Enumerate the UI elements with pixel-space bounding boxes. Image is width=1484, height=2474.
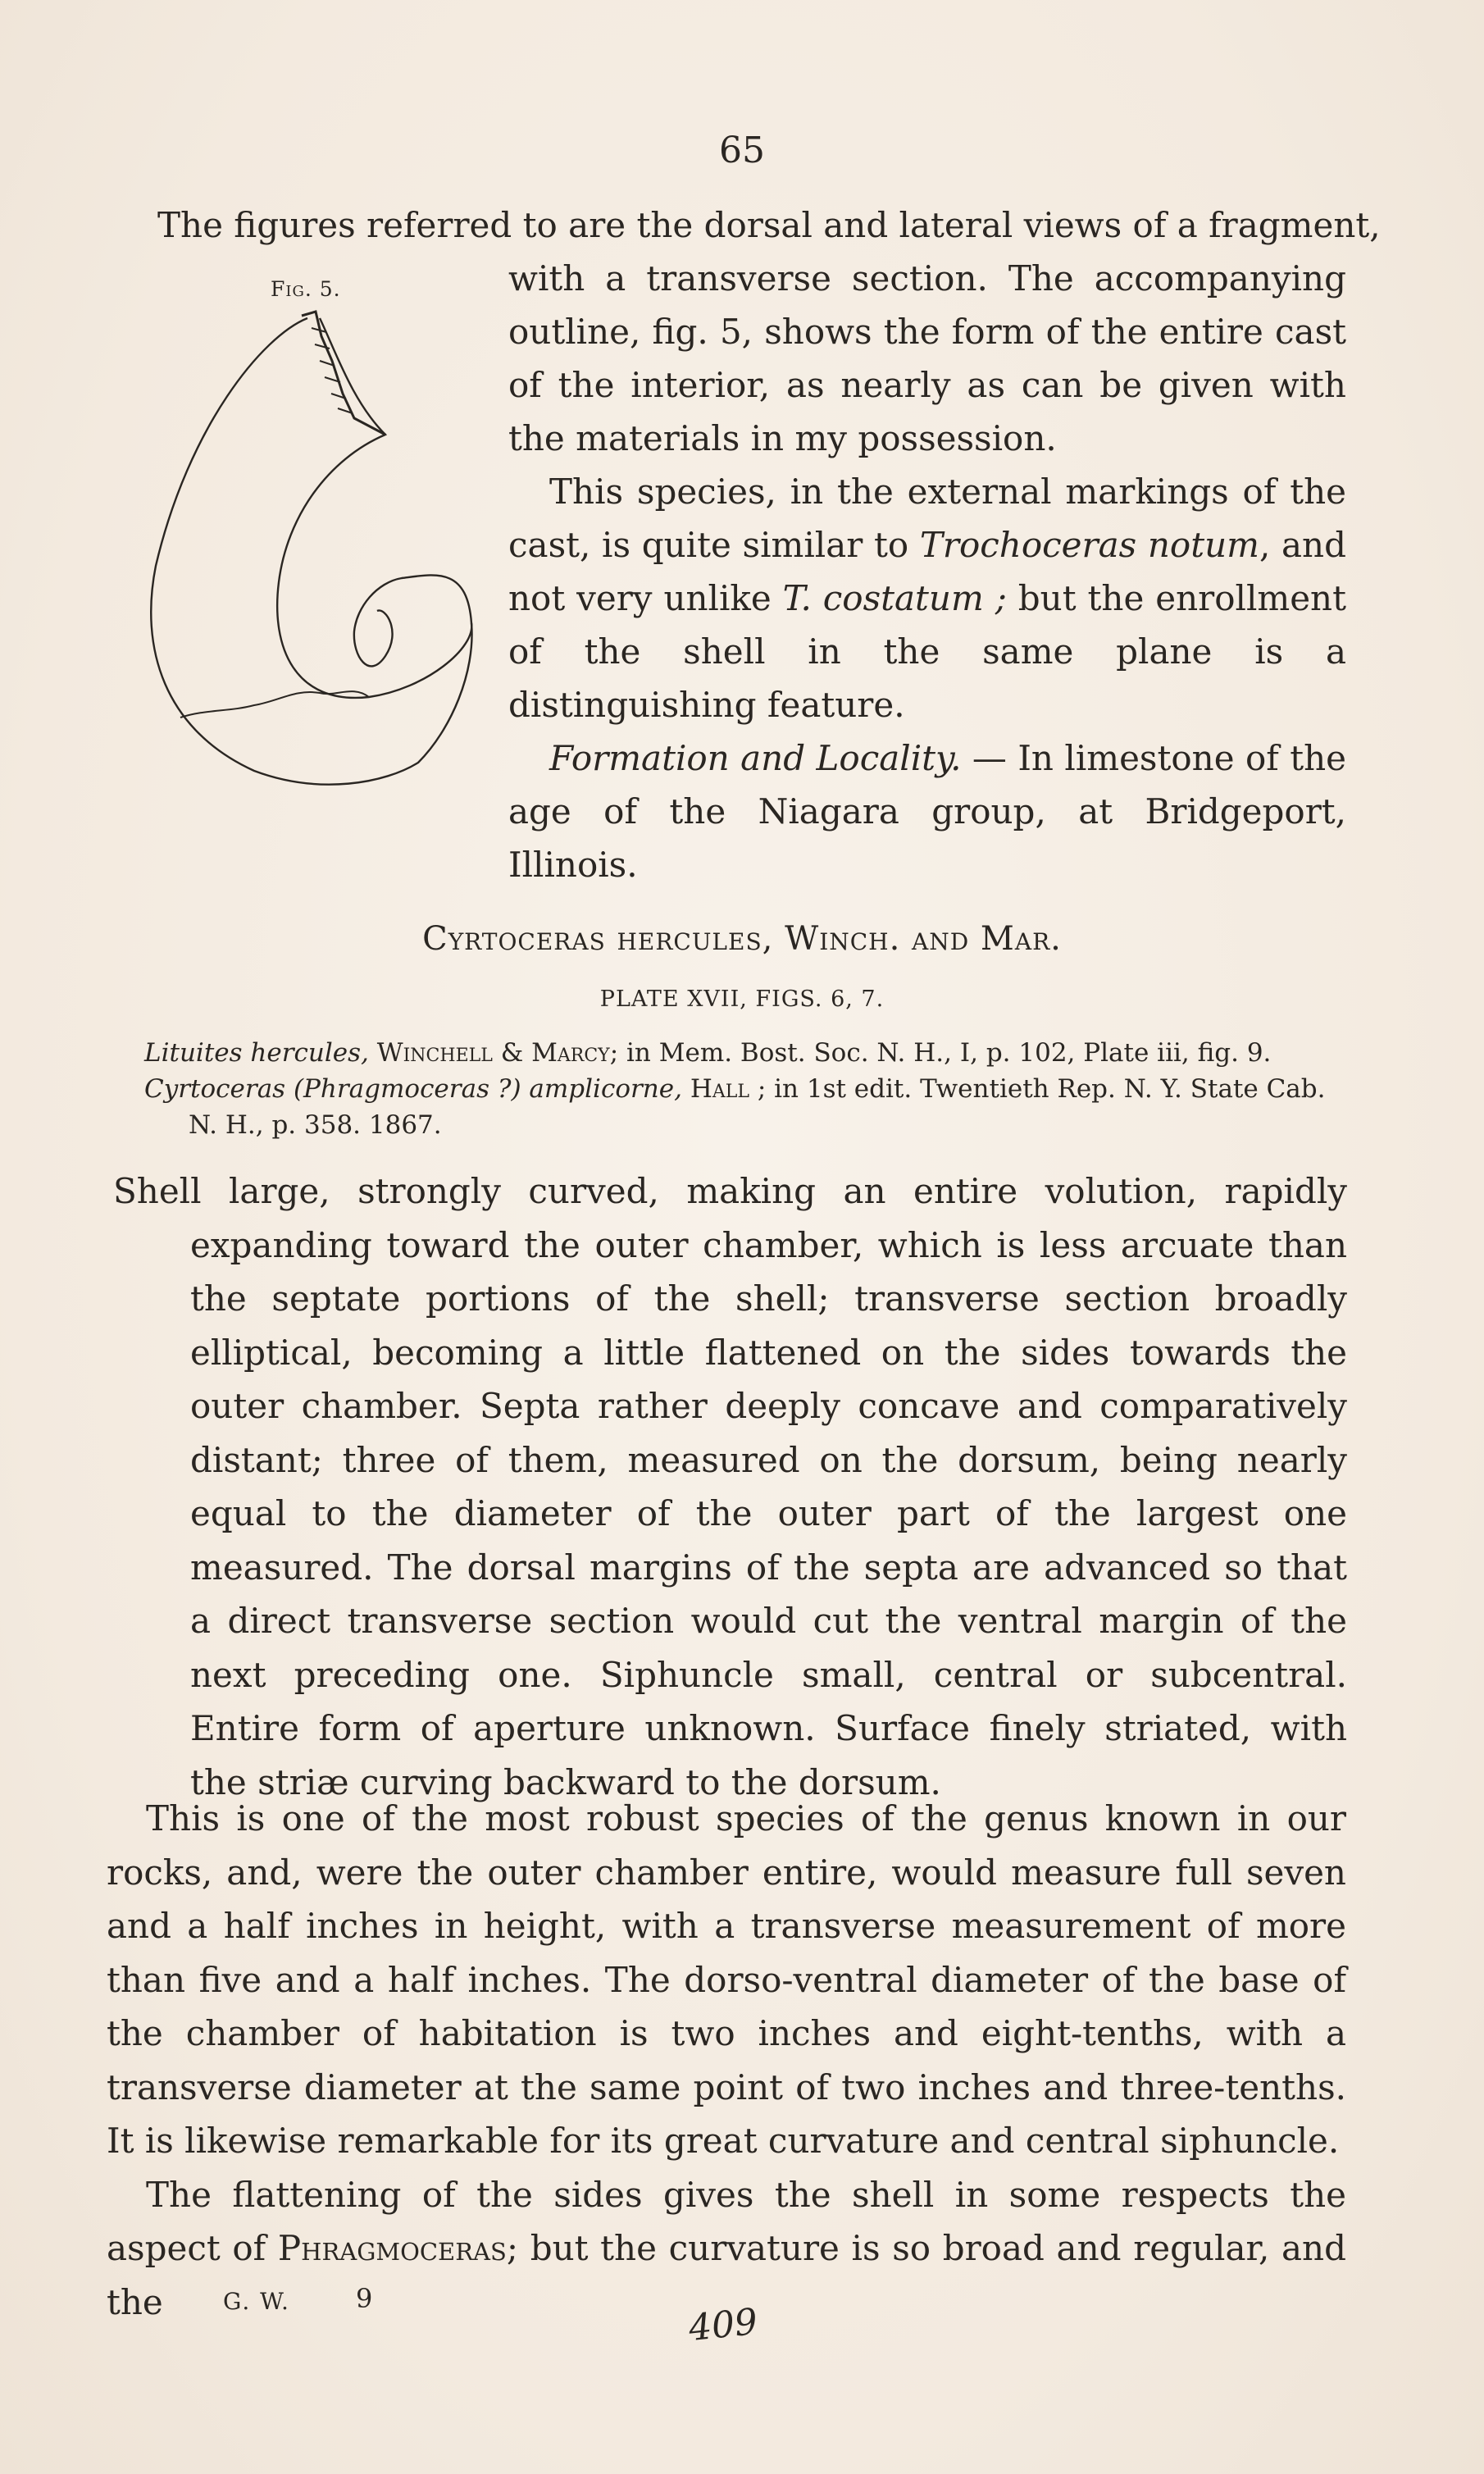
page-number: 65 bbox=[719, 130, 765, 171]
synonymy-references bbox=[144, 1035, 1350, 1143]
side-paragraph-1: with a transverse section. The accompanying outline, fig. 5, shows the form of the entire cast of the interior, as nearly as can be given with the materials in my possession. bbox=[508, 258, 1346, 458]
shell-outline-figure bbox=[139, 303, 484, 820]
reference-1: Lituites hercules, Winchell & Marcy; in Mem. Bost. Soc. N. H., I, p. 102, Plate iii, fig. 9. bbox=[144, 1038, 1272, 1068]
species-authors: Winch. and Mar. bbox=[785, 920, 1062, 958]
figure-caption: Fig. 5. bbox=[271, 277, 341, 301]
side-paragraph-3: Formation and Locality. — In limestone of the age of the Niagara group, at Bridgeport, Illinois. bbox=[508, 738, 1346, 885]
figure-side-text bbox=[508, 252, 1346, 891]
reference-2: Cyrtoceras (Phragmoceras ?) amplicorne, Hall ; in 1st edit. Twentieth Rep. N. Y. State Cab. bbox=[144, 1074, 1326, 1104]
species-name: T. costatum ; bbox=[782, 578, 1007, 618]
species-title: Cyrtoceras hercules, bbox=[422, 920, 774, 958]
signature-number: 9 bbox=[356, 2283, 373, 2314]
side-paragraph-2: This species, in the external markings of the cast, is quite similar to Trochoceras notum, and not very unlike T. costatum ; but the enrollment of the shell in the same plane is a distinguishing feature. bbox=[508, 472, 1346, 725]
formation-label: Formation and Locality. bbox=[549, 738, 962, 778]
genus-name: Phragmoceras bbox=[277, 2228, 507, 2268]
basal-ragged-edge bbox=[180, 691, 369, 718]
species-heading bbox=[0, 920, 1484, 958]
opening-line: The figures referred to are the dorsal and lateral views of a fragment, bbox=[157, 205, 1381, 245]
description-paragraph: Shell large, strongly curved, making an entire volution, rapidly expanding toward the outer chamber, which is less arcuate than the septate portions of the shell; transverse section broadly elliptical, becoming a little flattened on the sides towards the outer chamber. Septa rather deeply concave and comparatively distant; three of them, measured on the dorsum, being nearly equal to the diameter of the outer part of the largest one measured. The dorsal margins of the septa are advanced so that a direct transverse section would cut the ventral margin of the next preceding one. Siphuncle small, central or subcentral. Entire form of aperture unknown. Surface finely striated, with the striæ curving backward to the dorsum. bbox=[113, 1171, 1347, 1802]
handwritten-annotation: 409 bbox=[686, 2300, 760, 2350]
species-description bbox=[113, 1164, 1347, 1809]
outer-shell-curve bbox=[151, 318, 471, 785]
discussion-paragraph-2: The flattening of the sides gives the shell in some respects the aspect of Phragmoceras; but the curvature is so broad and regular, and the bbox=[107, 2174, 1346, 2322]
signature-mark: G. W. bbox=[223, 2288, 290, 2315]
reference-2-continuation: N. H., p. 358. 1867. bbox=[189, 1110, 442, 1140]
discussion bbox=[107, 1792, 1346, 2329]
inner-shell-curve bbox=[277, 318, 471, 698]
species-name: Trochoceras notum bbox=[919, 525, 1259, 565]
discussion-paragraph-1: This is one of the most robust species of the genus known in our rocks, and, were the outer chamber entire, would measure full seven and a half inches in height, with a transverse measurement of more than five and a half inches. The dorso-ventral diameter of the base of the chamber of habitation is two inches and eight-tenths, with a transverse diameter at the same point of two inches and three-tenths. It is likewise remarkable for its great curvature and central siphuncle. bbox=[107, 1798, 1346, 2161]
plate-reference: PLATE XVII, FIGS. 6, 7. bbox=[599, 986, 885, 1012]
